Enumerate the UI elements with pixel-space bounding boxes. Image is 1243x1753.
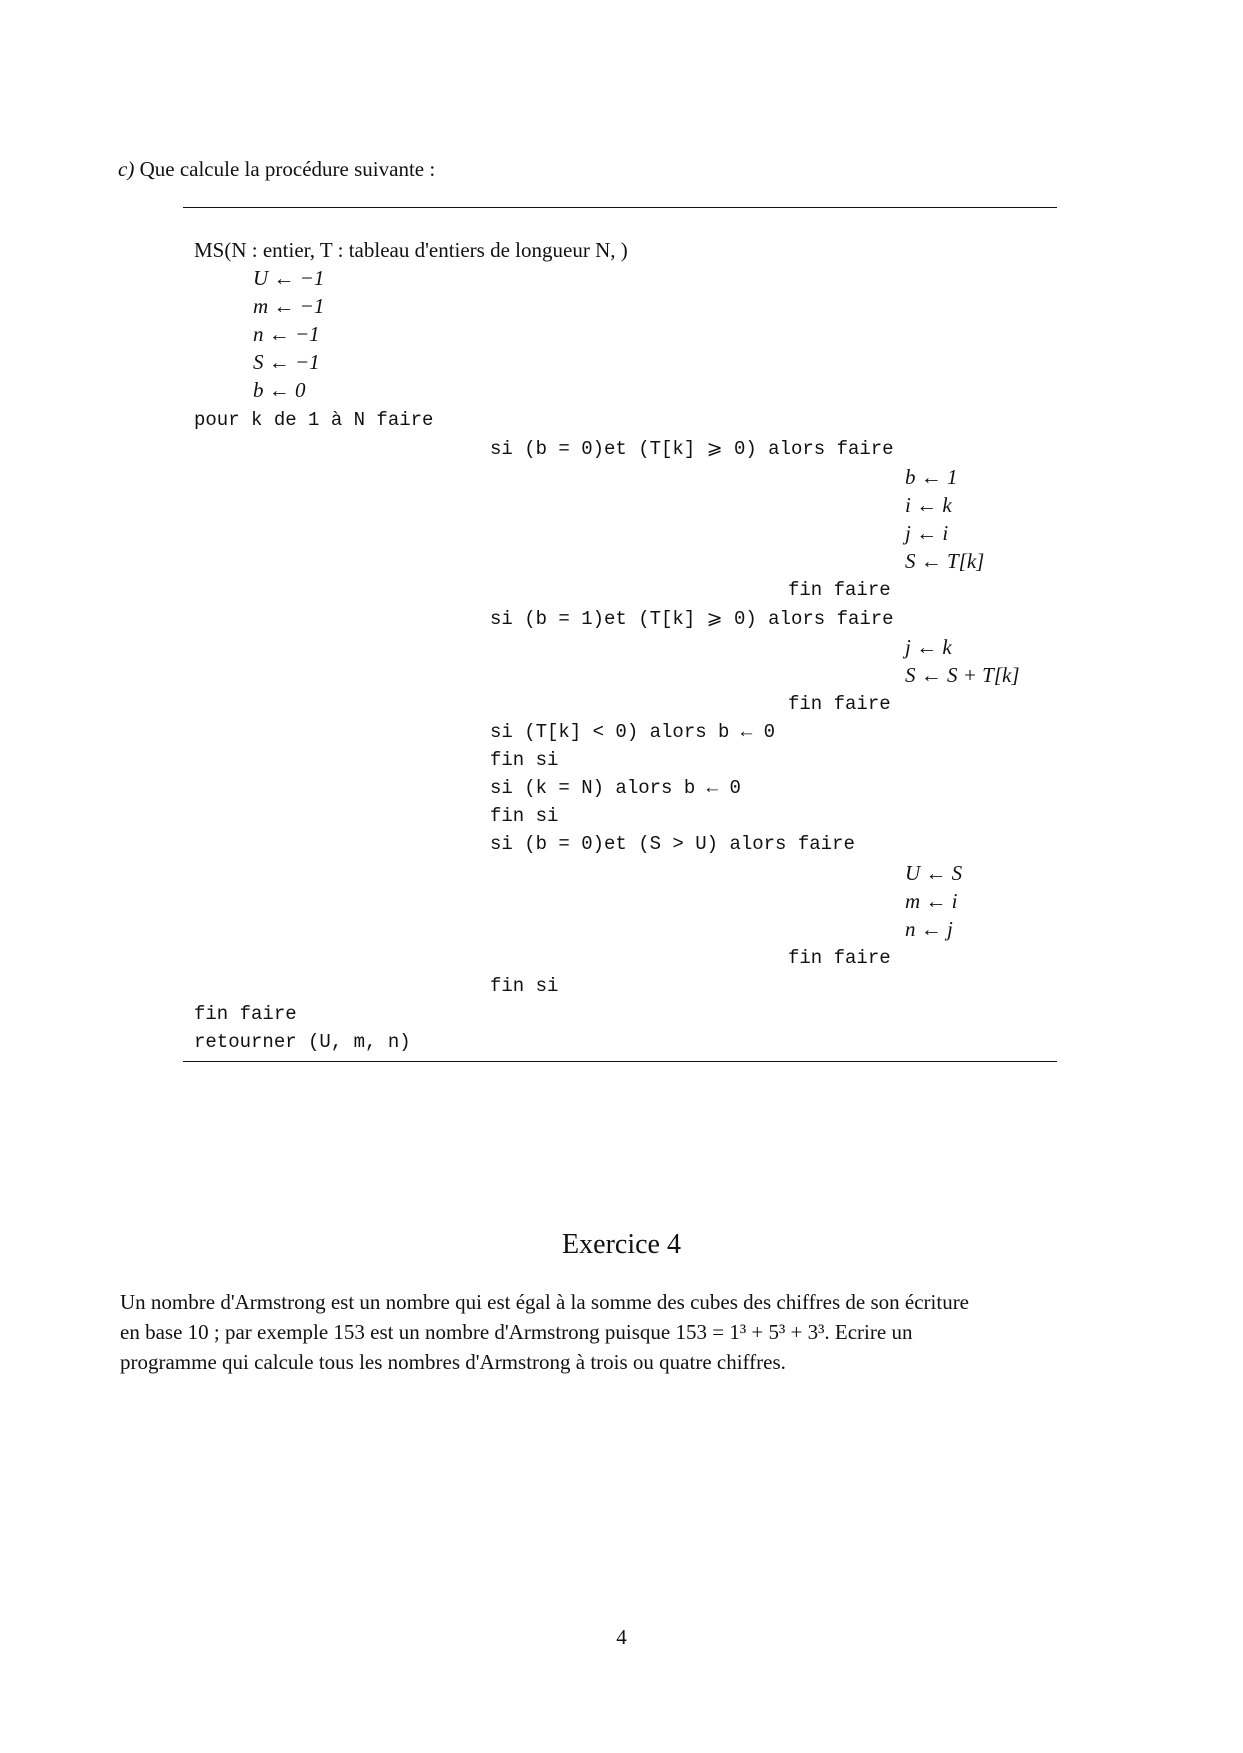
- if5-body-line: U ← S: [905, 861, 963, 885]
- init-line: U ← −1: [253, 266, 325, 290]
- exercise-paragraph-line: en base 10 ; par exemple 153 est un nombre d'Armstrong puisque 153 = 1³ + 5³ + 3³. Ecrire un: [120, 1320, 913, 1344]
- if3-condition: si (T[k] < 0) alors b ← 0: [490, 721, 776, 743]
- if5-body-line: m ← i: [905, 889, 958, 913]
- if5-condition: si (b = 0)et (S > U) alors faire: [490, 833, 855, 855]
- page-number: 4: [616, 1625, 627, 1649]
- if2-end: fin faire: [788, 693, 891, 715]
- exercise-paragraph-line: programme qui calcule tous les nombres d'Armstrong à trois ou quatre chiffres.: [120, 1350, 786, 1374]
- exercise-title: Exercice 4: [562, 1229, 681, 1260]
- question-line: [118, 157, 435, 182]
- if2-body-line: j ← k: [905, 635, 952, 659]
- if1-body-line: i ← k: [905, 493, 952, 517]
- exercise-paragraph-line: Un nombre d'Armstrong est un nombre qui est égal à la somme des cubes des chiffres de son écriture: [120, 1290, 970, 1314]
- if2-condition: si (b = 1)et (T[k] ⩾ 0) alors faire: [490, 608, 894, 630]
- algorithm-top-rule: [183, 207, 1057, 208]
- if1-body-line: b ← 1: [905, 465, 958, 489]
- if4-end: fin si: [490, 805, 559, 827]
- loop-end: fin faire: [194, 1003, 297, 1025]
- if1-body-line: S ← T[k]: [905, 549, 985, 573]
- if3-end: fin si: [490, 749, 559, 771]
- init-line: n ← −1: [253, 322, 320, 346]
- algorithm-header: MS(N : entier, T : tableau d'entiers de longueur N, ): [194, 238, 628, 262]
- init-line: b ← 0: [253, 378, 306, 402]
- if5-fin-si: fin si: [490, 975, 559, 997]
- if1-body-line: j ← i: [905, 521, 949, 545]
- init-line: m ← −1: [253, 294, 325, 318]
- loop-header: pour k de 1 à N faire: [194, 409, 434, 431]
- algorithm-bottom-rule: [183, 1061, 1057, 1062]
- if1-condition: si (b = 0)et (T[k] ⩾ 0) alors faire: [490, 438, 894, 460]
- if1-end: fin faire: [788, 579, 891, 601]
- init-line: S ← −1: [253, 350, 320, 374]
- if5-end: fin faire: [788, 947, 891, 969]
- question-label: c): [118, 157, 135, 181]
- if5-body-line: n ← j: [905, 917, 953, 941]
- if2-body-line: S ← S + T[k]: [905, 663, 1020, 687]
- if4-condition: si (k = N) alors b ← 0: [490, 777, 741, 799]
- question-text: Que calcule la procédure suivante :: [139, 157, 436, 181]
- return-statement: retourner (U, m, n): [194, 1031, 411, 1053]
